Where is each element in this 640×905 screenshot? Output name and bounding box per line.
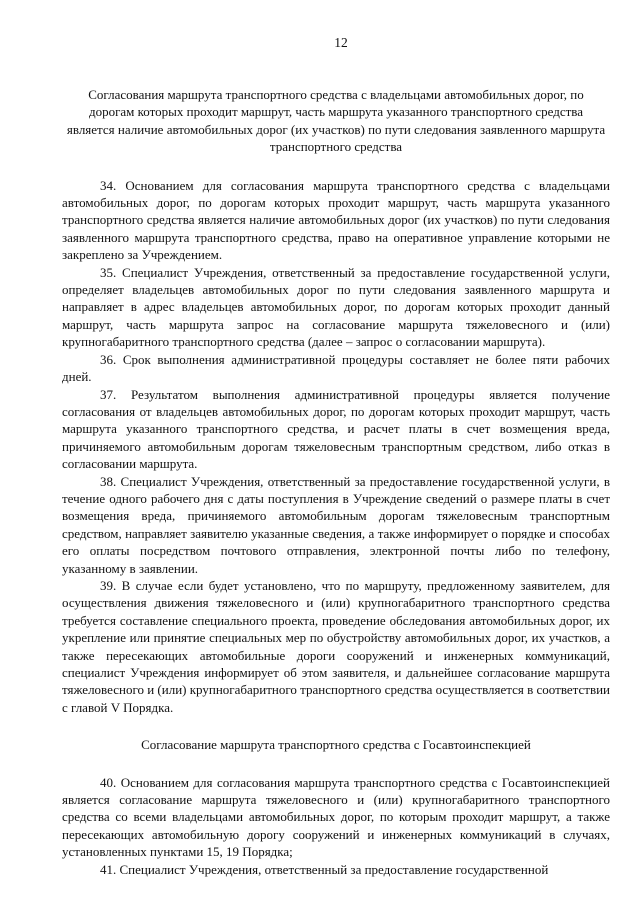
section-heading-owners-approval: Согласования маршрута транспортного средства с владельцами автомобильных дорог, по дорогам которых проходит маршрут, часть маршрута указанного транспортного средства является наличие автомобильных дорог (их участков) по пути следования заявленного маршрута транспортного средства bbox=[66, 87, 606, 155]
section-heading-traffic-police-approval: Согласование маршрута транспортного средства с Госавтоинспекцией bbox=[141, 737, 531, 753]
paragraph-34: 34. Основанием для согласования маршрута транспортного средства с владельцами автомобильных дорог, по дорогам которых проходит маршрут, часть маршрута указанного транспортного средства является наличие автомобильных дорог (их участков) по пути следования заявленного маршрута транспортного средства, право на оперативное управление которыми не закреплено за Учреждением. bbox=[62, 177, 610, 263]
page-number: 12 bbox=[334, 35, 348, 50]
paragraph-38: 38. Специалист Учреждения, ответственный за предоставление государственной услуги, в течение одного рабочего дня с даты поступления в Учреждение сведений о размере платы в счет возмещения вреда, причиняемого автомобильным дорогам тяжеловесным транспортным средством, направляет заявителю указанные сведения, а также информирует о порядке и способах его оплаты посредством почтового отправления, электронной почты либо по телефону, указанному в заявлении. bbox=[62, 473, 610, 576]
paragraph-41: 41. Специалист Учреждения, ответственный за предоставление государственной bbox=[100, 861, 549, 877]
paragraph-37: 37. Результатом выполнения административной процедуры является получение согласования от владельцев автомобильных дорог, по дорогам которых проходит маршрут, часть маршрута указанного транспортного средства, и расчет платы в счет возмещения вреда, причиняемого автомобильным дорогам тяжеловесным транспортным средством, либо отказ в согласовании маршрута. bbox=[62, 386, 610, 472]
paragraph-35: 35. Специалист Учреждения, ответственный за предоставление государственной услуги, определяет владельцев автомобильных дорог по пути следования заявленного маршрута и направляет в адрес владельцев автомобильных дорог, по дорогам которых проходит данный маршрут, часть маршрута запрос на согласование маршрута тяжеловесного и (или) крупногабаритного транспортного средства (далее – запрос о согласовании маршрута). bbox=[62, 264, 610, 350]
paragraph-36: 36. Срок выполнения административной процедуры составляет не более пяти рабочих дней. bbox=[62, 351, 610, 385]
paragraph-39: 39. В случае если будет установлено, что по маршруту, предложенному заявителем, для осуществления движения тяжеловесного и (или) крупногабаритного транспортного средства требуется составление специального проекта, проведение обследования автомобильных дорог, их укрепление или принятие специальных мер по обустройству автомобильных дорог, их участков, а также пересекающих автомобильные дороги сооружений и инженерных коммуникаций, специалист Учреждения информирует об этом заявителя, и дальнейшее согласование маршрута тяжеловесного и (или) крупногабаритного транспортного средства осуществляется в соответствии с главой V Порядка. bbox=[62, 577, 610, 715]
paragraph-40: 40. Основанием для согласования маршрута транспортного средства с Госавтоинспекцией является согласование маршрута тяжеловесного и (или) крупногабаритного транспортного средства со всеми владельцами автомобильных дорог, по которым проходит маршрут, а также пересекающих автомобильную дорогу сооружений и инженерных коммуникаций в случаях, установленных пунктами 15, 19 Порядка; bbox=[62, 774, 610, 860]
